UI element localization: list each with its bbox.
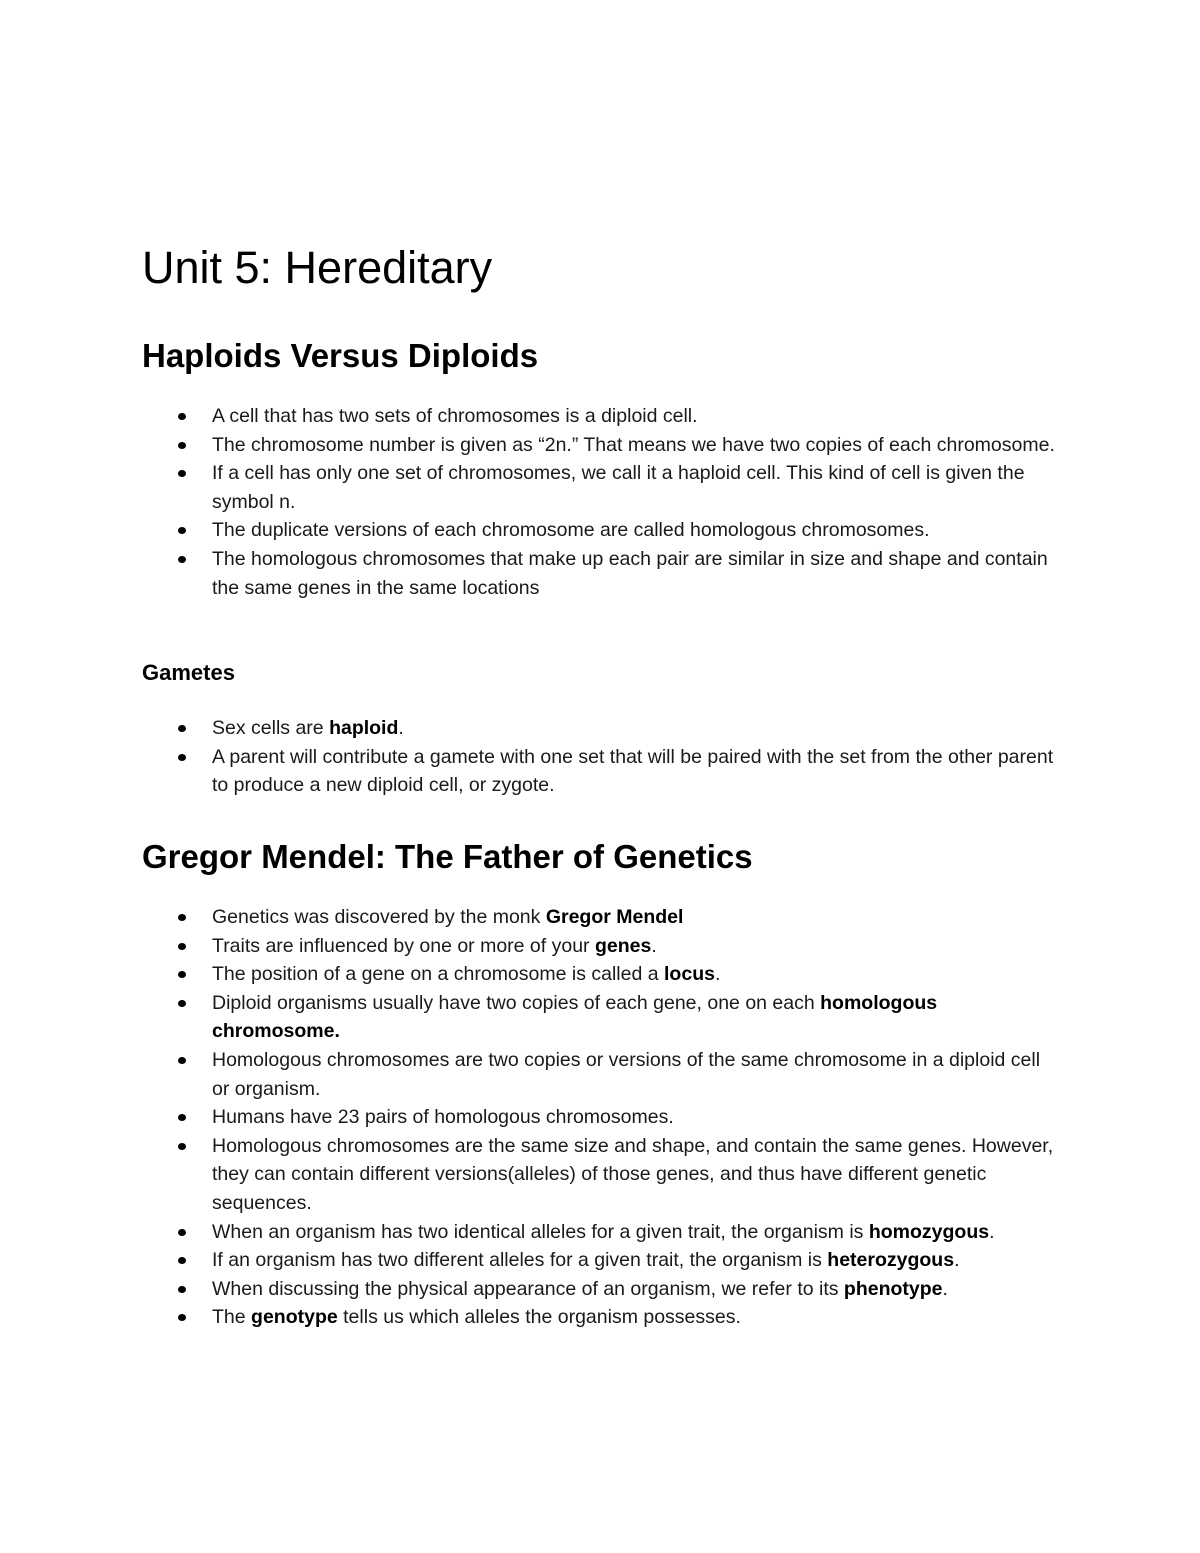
list-item: The chromosome number is given as “2n.” That means we have two copies of each chromosome. [142,431,1062,460]
bullet-list-gametes [142,714,1062,800]
list-item: The homologous chromosomes that make up each pair are similar in size and shape and contain the same genes in the same locations [142,545,1062,602]
bullet-list-haploids [142,402,1062,602]
bold-term: genotype [251,1306,338,1329]
list-item: Humans have 23 pairs of homologous chromosomes. [142,1103,1062,1132]
section-heading-gregor-mendel: Gregor Mendel: The Father of Genetics [142,838,753,875]
bullet-list-mendel [142,903,1062,1332]
list-item: If an organism has two different alleles for a given trait, the organism is heterozygous. [142,1246,1062,1275]
bold-term: haploid [329,717,399,739]
section-heading-gametes: Gametes [142,660,235,685]
list-item: When an organism has two identical alleles for a given trait, the organism is homozygous. [142,1218,1062,1247]
list-item: When discussing the physical appearance of an organism, we refer to its phenotype. [142,1275,1062,1304]
section-heading-haploids-vs-diploids: Haploids Versus Diploids [142,337,539,374]
list-item: The genotype tells us which alleles the organism possesses. [142,1303,1062,1332]
list-item: Traits are influenced by one or more of your genes. [142,932,1062,961]
list-item: A parent will contribute a gamete with one set that will be paired with the set from the other parent to produce a new diploid cell, or zygote. [142,743,1062,800]
list-item: Homologous chromosomes are two copies or versions of the same chromosome in a diploid cell or organism. [142,1046,1062,1103]
bold-term: genes [594,934,652,957]
list-item: Sex cells are haploid. [142,714,1062,743]
list-item: Diploid organisms usually have two copies of each gene, one on each homologous chromosome. [142,989,1062,1046]
bold-term: homozygous [868,1220,990,1243]
list-item: A cell that has two sets of chromosomes is a diploid cell. [142,402,1062,431]
bold-term: homologous chromosome. [212,991,938,1043]
bold-term: phenotype [843,1277,943,1300]
bold-term: Gregor Mendel [545,906,684,928]
bold-term: locus [664,963,715,986]
list-item: The position of a gene on a chromosome is called a locus. [142,960,1062,989]
list-item: Genetics was discovered by the monk Gregor Mendel [142,903,1062,932]
list-item: The duplicate versions of each chromosome are called homologous chromosomes. [142,516,1062,545]
list-item: Homologous chromosomes are the same size and shape, and contain the same genes. However, they can contain different versions(alleles) of those genes, and thus have different genetic sequences. [142,1132,1062,1218]
list-item: If a cell has only one set of chromosomes, we call it a haploid cell. This kind of cell is given the symbol n. [142,459,1062,516]
page-title: Unit 5: Hereditary [142,242,493,293]
bold-term: heterozygous [827,1249,955,1272]
